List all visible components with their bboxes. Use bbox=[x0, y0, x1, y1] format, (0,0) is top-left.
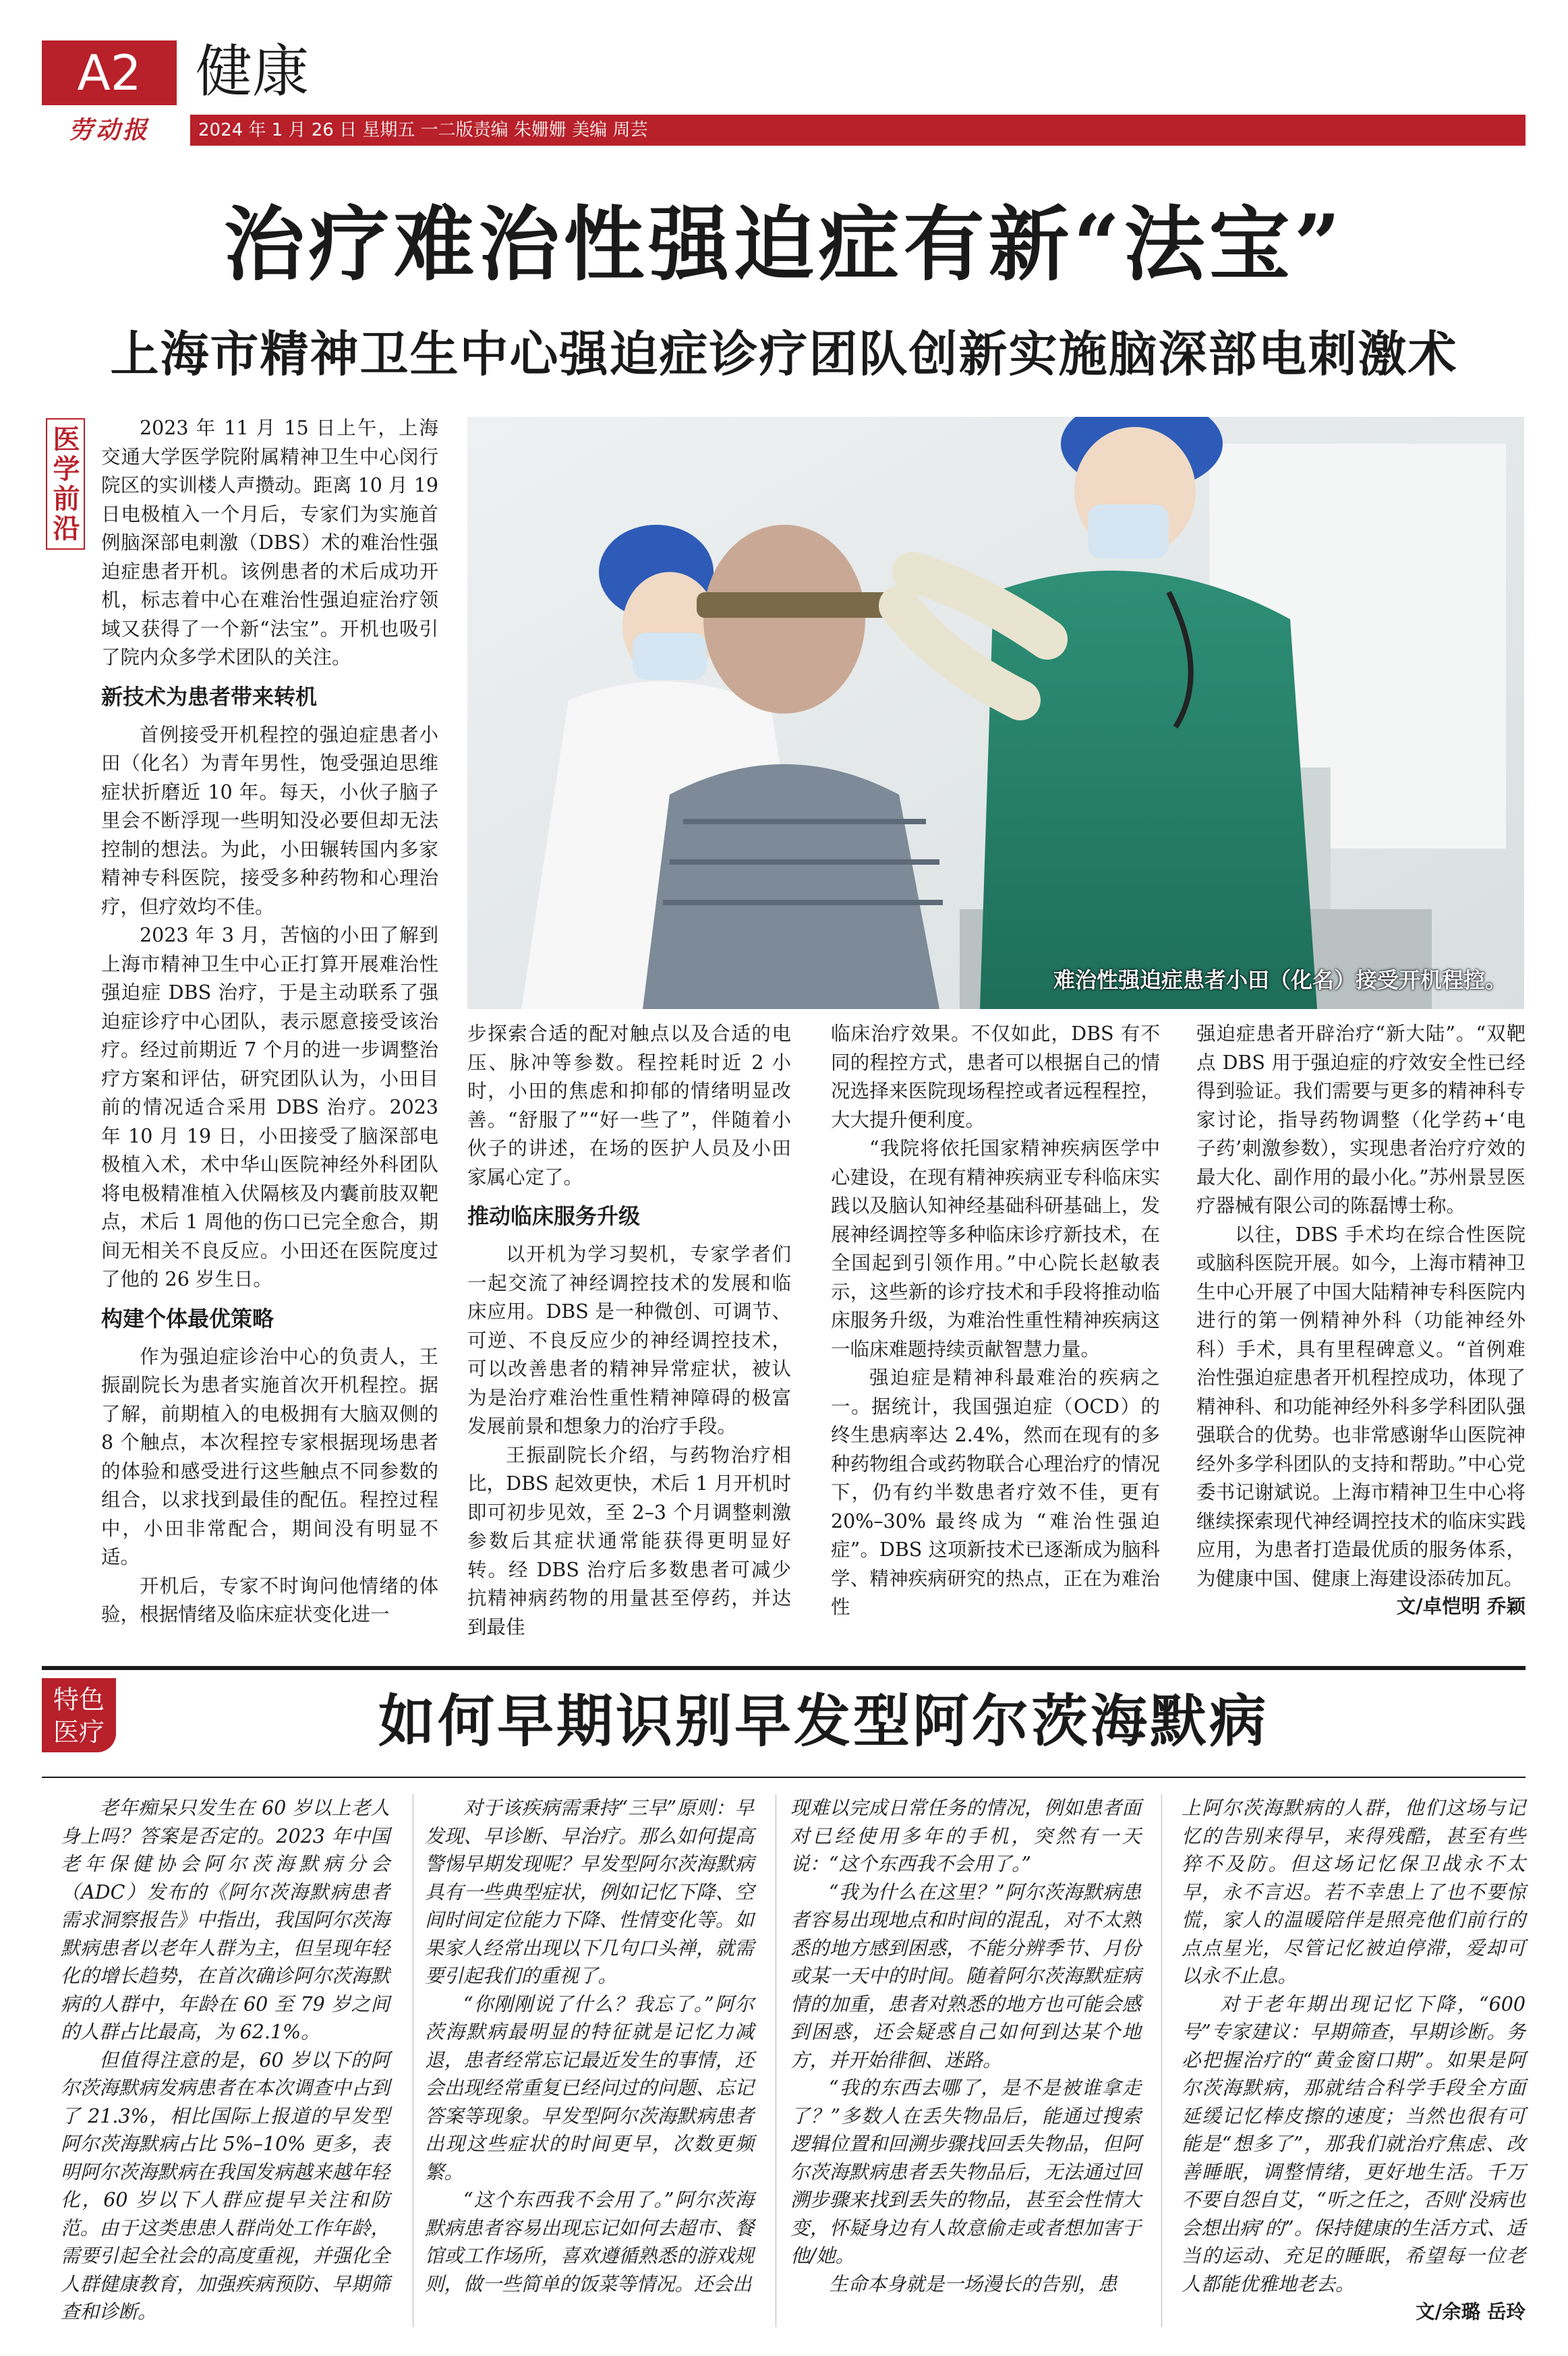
paragraph: “你刚刚说了什么？我忘了。”阿尔茨海默病最明显的特征就是记忆力减退，患者经常忘记最近发生的事情，还会出现经常重复已经问过的问题、忘记答案等现象。早发型阿尔茨海默病患者出现这些症状的时间更早，次数更频繁。 bbox=[425, 1992, 754, 2183]
paragraph: 生命本身就是一场漫长的告别，患 bbox=[829, 2272, 1117, 2295]
article-subhead: 上海市精神卫生中心强迫症诊疗团队创新实施脑深部电刺激术 bbox=[110, 325, 1458, 382]
paragraph: 对于该疾病需秉持“三早”原则：早发现、早诊断、早治疗。那么如何提高警惕早期发现呢？早发型阿尔茨海默病具有一些典型症状，例如记忆下降、空间时间定位能力下降、性情变化等。如果家人经常出现以下几句口头禅，就需要引起我们的重视了。 bbox=[425, 1797, 754, 1987]
paragraph: 但值得注意的是，60 岁以下的阿尔茨海默病发病患者在本次调查中占到了 21.3%，相比国际上报道的早发型阿尔茨海默病占比 5%–10% 更多，表明阿尔茨海默病在我国发病越来越年轻化，60 岁以下人群应提早关注和防范。由于这类患患人群尚处工作年龄，需要引起全社会的高度重视，并强化全人群健康教育，加强疾病预防、早期筛查和诊断。 bbox=[61, 2048, 390, 2323]
paragraph: 强迫症患者开辟治疗“新大陆”。“双靶点 DBS 用于强迫症的疗效安全性已经得到验证。我们需要与更多的精神科专家讨论，指导药物调整（化学药+‘电子药’刺激参数），实现患者治疗疗效的最大化、副作用的最小化。”苏州景昱医疗器械有限公司的陈磊博士称。 bbox=[1196, 1023, 1526, 1217]
article1-column-4 bbox=[1196, 1020, 1526, 1621]
photo-caption: 难治性强迫症患者小田（化名）接受开机程控。 bbox=[1053, 967, 1507, 993]
paragraph: 首例接受开机程控的强迫症患者小田（化名）为青年男性，饱受强迫思维症状折磨近 10 年。每天，小伙子脑子里会不断浮现一些明知没必要但却无法控制的想法。为此，小田辗转国内多家精神专科医院，接受多种药物和心理治疗，但疗效均不佳。 bbox=[101, 723, 438, 918]
paragraph: “这个东西我不会用了。”阿尔茨海默病患者容易出现忘记如何去超市、餐馆或工作场所，喜欢遵循熟悉的游戏规则，做一些简单的饭菜等情况。还会出 bbox=[425, 2189, 754, 2295]
article2-column-1 bbox=[61, 1794, 390, 2326]
article-headline: 治疗难治性强迫症有新“法宝” bbox=[223, 197, 1345, 292]
article2-column-3 bbox=[790, 1794, 1141, 2298]
paragraph: 开机后，专家不时询问他情绪的体验，根据情绪及临床症状变化进一 bbox=[101, 1574, 438, 1626]
article1-column-2 bbox=[467, 1020, 791, 1642]
photo-illustration bbox=[467, 417, 1524, 1009]
section-heading: 构建个体最优策略 bbox=[101, 1305, 274, 1331]
feature-label bbox=[42, 1678, 116, 1752]
paragraph: “我为什么在这里？”阿尔茨海默病患者容易出现地点和时间的混乱，对不太熟悉的地方感到困惑，不能分辨季节、月份或某一天中的时间。随着阿尔茨海默症病情的加重，患者对熟悉的地方也可能会感到困惑，还会疑惑自己如何到达某个地方，并开始徘徊、迷路。 bbox=[790, 1880, 1141, 2071]
byline: 文/余璐 岳玲 bbox=[1416, 2300, 1526, 2323]
column-divider bbox=[1161, 1794, 1162, 2327]
paragraph: 2023 年 3 月，苦恼的小田了解到上海市精神卫生中心正打算开展难治性强迫症 DBS 治疗，于是主动联系了强迫症诊疗中心团队，表示愿意接受该治疗。经过前期近 7 个月的进一步调整治疗方案和评估，研究团队认为，小田目前的情况适合采用 DBS 治疗。2023 年 10 月 19 日，小田接受了脑深部电极植入术，术中华山医院神经外科团队将电极精准植入伏隔核及内囊前肢双靶点，术后 1 周他的伤口已完全愈合，期间无相关不良反应。小田还在医院度过了他的 26 岁生日。 bbox=[101, 924, 438, 1290]
article1-column-1 bbox=[101, 414, 438, 1630]
newspaper-logo: 劳动报 bbox=[68, 116, 150, 144]
date-editor-bar: 2024 年 1 月 26 日 星期五 一二版责编 朱姗姗 美编 周芸 bbox=[190, 115, 1526, 146]
article2-column-4 bbox=[1182, 1794, 1526, 2326]
section-title: 健康 bbox=[196, 38, 310, 105]
paragraph: 对于老年期出现记忆下降，“600 号”专家建议：早期筛查，早期诊断。务必把握治疗的“黄金窗口期”。如果是阿尔茨海默病，那就结合科学手段全方面延缓记忆棒皮擦的速度；当然也很有可能是“想多了”，那我们就治疗焦虑、改善睡眠，调整情绪，更好地生活。千万不要自怨自艾，“听之任之，否则‘没病也会想出病’的”。保持健康的生活方式、适当的运动、充足的睡眠，希望每一位老人都能优雅地老去。 bbox=[1182, 1992, 1526, 2295]
paragraph: 作为强迫症诊治中心的负责人，王振副院长为患者实施首次开机程控。据了解，前期植入的电极拥有大脑双侧的 8 个触点，本次程控专家根据现场患者的体验和感受进行这些触点不同参数的组合，以求找到最佳的配伍。程控过程中，小田非常配合，期间没有明显不适。 bbox=[101, 1345, 438, 1568]
section-heading: 推动临床服务升级 bbox=[467, 1203, 641, 1229]
paragraph: 临床治疗效果。不仅如此，DBS 有不同的程控方式，患者可以根据自己的情况选择来医院现场程控或者远程程控，大大提升便利度。 bbox=[831, 1023, 1160, 1131]
feature-label-line-2: 医疗 bbox=[53, 1717, 105, 1747]
page-number: A2 bbox=[42, 40, 177, 105]
byline: 文/卓恺明 乔颖 bbox=[1396, 1594, 1526, 1617]
paragraph: 以开机为学习契机，专家学者们一起交流了神经调控技术的发展和临床应用。DBS 是一种微创、可调节、可逆、不良反应少的神经调控技术，可以改善患者的精神异常症状，被认为是治疗难治性重性精神障碍的极富发展前景和想象力的治疗手段。 bbox=[467, 1243, 791, 1437]
feature-top-rule bbox=[42, 1666, 1526, 1670]
paragraph: 现难以完成日常任务的情况，例如患者面对已经使用多年的手机，突然有一天说：“这个东西我不会用了。” bbox=[790, 1797, 1141, 1875]
feature-label-line-1: 特色 bbox=[53, 1685, 105, 1715]
paragraph: 以往，DBS 手术均在综合性医院或脑科医院开展。如今，上海市精神卫生中心开展了中国大陆精神专科医院内进行的第一例精神外科（功能神经外科）手术，具有里程碑意义。“首例难治性强迫症患者开机程控成功，体现了精神科、和功能神经外科多学科团队强强联合的优势。也非常感谢华山医院神经外多学科团队的支持和帮助。”中心党委书记谢斌说。上海市精神卫生中心将继续探索现代神经调控技术的临床实践应用，为患者打造最优质的服务体系，为健康中国、健康上海建设添砖加瓦。 bbox=[1196, 1223, 1526, 1590]
article-photo bbox=[467, 417, 1524, 1009]
paragraph: 步探索合适的配对触点以及合适的电压、脉冲等参数。程控耗时近 2 小时，小田的焦虑和抑郁的情绪明显改善。“舒服了”“好一些了”，伴随着小伙子的讲述，在场的医护人员及小田家属心定了。 bbox=[467, 1023, 791, 1188]
feature-bottom-rule bbox=[42, 1777, 1526, 1778]
paragraph: “我的东西去哪了，是不是被谁拿走了？”多数人在丢失物品后，能通过搜索逻辑位置和回溯步骤找回丢失物品，但阿尔茨海默病患者丢失物品后，无法通过回溯步骤来找到丢失的物品，甚至会性情大变，怀疑身边有人故意偷走或者想加害于他/她。 bbox=[790, 2077, 1141, 2267]
paragraph: 强迫症是精神科最难治的疾病之一。据统计，我国强迫症（OCD）的终生患病率达 2.4%，然而在现有的多种药物组合或药物联合心理治疗的情况下，仍有约半数患者疗效不佳，更有 20%–30% 最终成为 “难治性强迫症”。DBS 这项新技术已逐渐成为脑科学、精神疾病研究的热点，正在为难治性 bbox=[831, 1367, 1160, 1618]
article1-column-3 bbox=[831, 1020, 1160, 1622]
feature-headline: 如何早期识别早发型阿尔茨海默病 bbox=[378, 1688, 1269, 1754]
column-label: 医学前沿 bbox=[46, 418, 85, 550]
paragraph: 2023 年 11 月 15 日上午，上海交通大学医学院附属精神卫生中心闵行院区的实训楼人声攒动。距离 10 月 19 日电极植入一个月后，专家们为实施首例脑深部电刺激（DBS）术的难治性强迫症患者开机。该例患者的术后成功开机，标志着中心在难治性强迫症治疗领域又获得了一个新“法宝”。开机也吸引了院内众多学术团队的关注。 bbox=[101, 417, 438, 668]
article2-column-2 bbox=[425, 1794, 754, 2298]
paragraph: “我院将依托国家精神疾病医学中心建设，在现有精神疾病亚专科临床实践以及脑认知神经基础科研基础上，发展神经调控等多种临床诊疗新技术，在全国起到引领作用。”中心院长赵敏表示，这些新的诊疗技术和手段将推动临床服务升级，为难治性重性精神疾病这一临床难题持续贡献智慧力量。 bbox=[831, 1137, 1160, 1360]
paragraph: 上阿尔茨海默病的人群，他们这场与记忆的告别来得早，来得残酷，甚至有些猝不及防。但这场记忆保卫战永不太早，永不言迟。若不幸患上了也不要惊慌，家人的温暖陪伴是照亮他们前行的点点星光，尽管记忆被迫停滞，爱却可以永不止息。 bbox=[1182, 1797, 1526, 1987]
paragraph: 王振副院长介绍，与药物治疗相比，DBS 起效更快，术后 1 月开机时即可初步见效，至 2–3 个月调整刺激参数后其症状通常能获得更明显好转。经 DBS 治疗后多数患者可减少抗精神病药物的用量甚至停药，并达到最佳 bbox=[467, 1443, 791, 1638]
paragraph: 老年痴呆只发生在 60 岁以上老人身上吗？答案是否定的。2023 年中国老年保健协会阿尔茨海默病分会（ADC）发布的《阿尔茨海默病患者需求洞察报告》中指出，我国阿尔茨海默病患者以老年人群为主，但呈现年轻化的增长趋势，在首次确诊阿尔茨海默病的人群中，年龄在 60 至 79 岁之间的人群占比最高，为 62.1%。 bbox=[61, 1797, 390, 2043]
section-heading: 新技术为患者带来转机 bbox=[101, 683, 318, 710]
